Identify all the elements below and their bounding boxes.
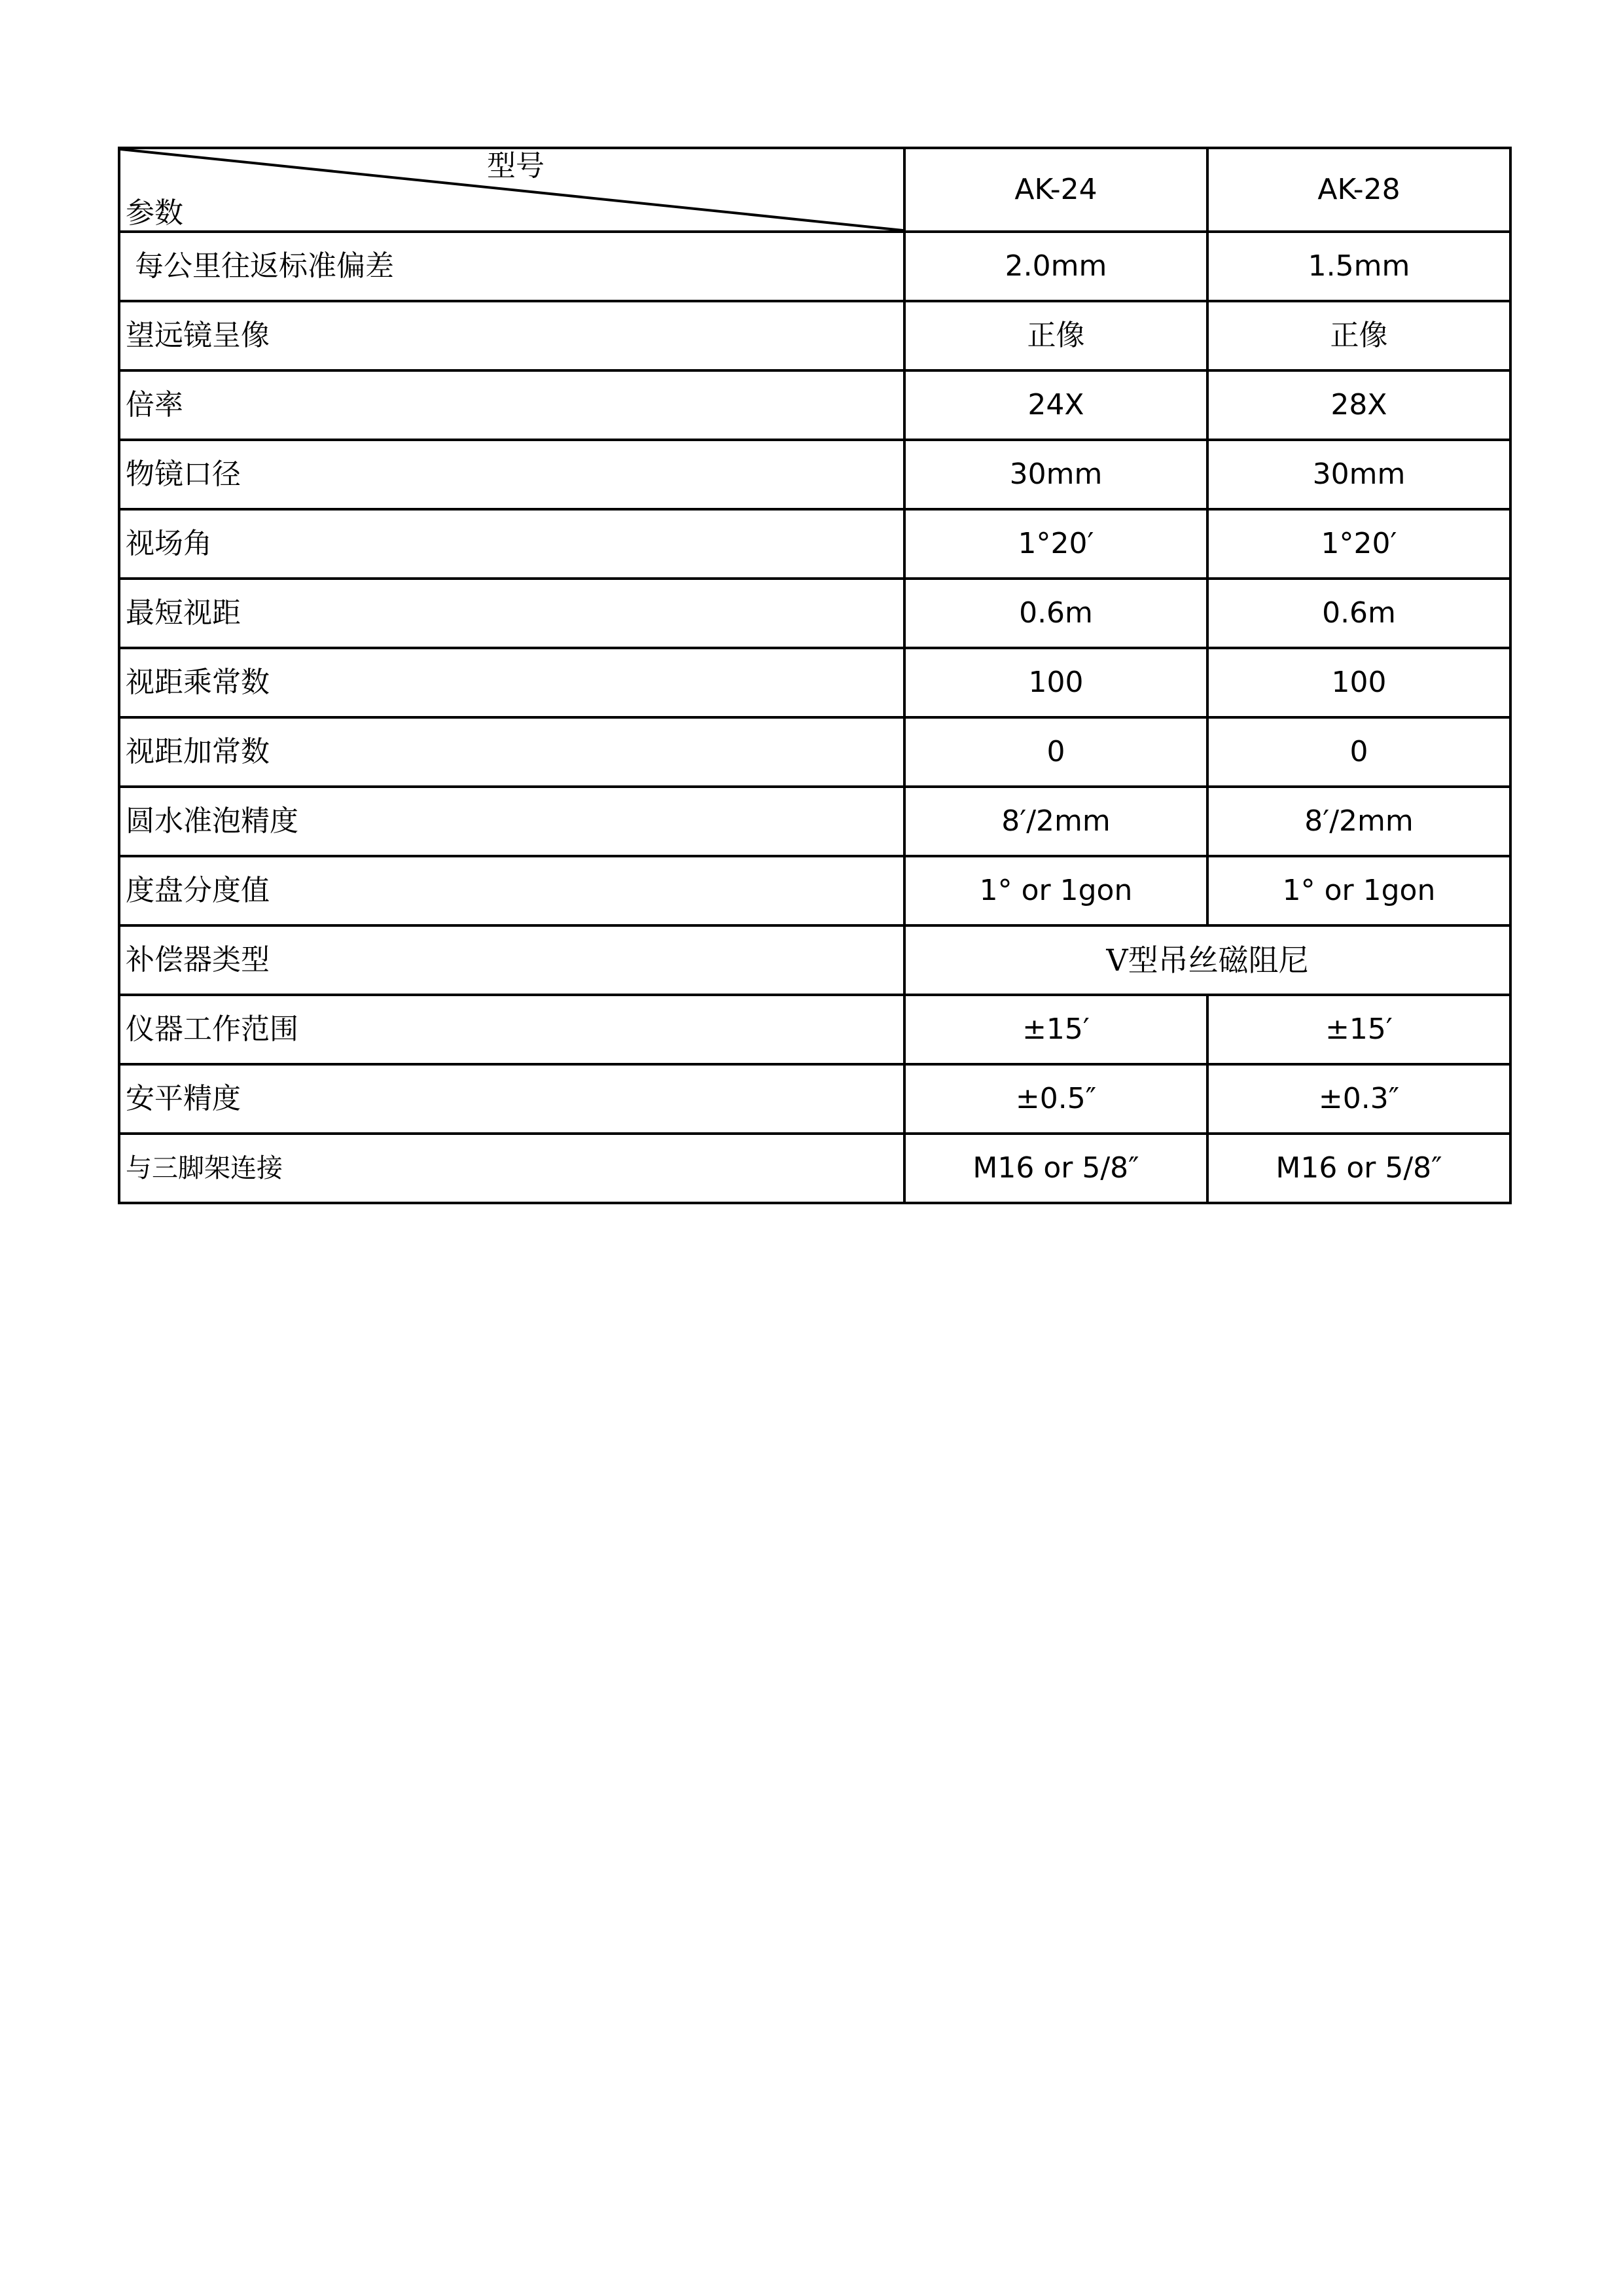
- table-row: [119, 232, 1510, 301]
- param-name: 补偿器类型: [119, 925, 904, 995]
- value-cell: ±0.5″: [904, 1064, 1207, 1134]
- table-row: [119, 370, 1510, 440]
- param-header-label: 参数: [126, 196, 183, 230]
- param-name: 物镜口径: [119, 440, 904, 509]
- table-row: [119, 1134, 1510, 1203]
- value-cell: 1°20′: [904, 509, 1207, 579]
- param-name: 视场角: [119, 509, 904, 579]
- value-cell: 28X: [1207, 370, 1510, 440]
- value-cell: ±15′: [1207, 995, 1510, 1064]
- value-cell: 100: [904, 648, 1207, 717]
- value-cell: ±15′: [904, 995, 1207, 1064]
- table-row: [119, 717, 1510, 787]
- value-cell: 24X: [904, 370, 1207, 440]
- param-name: 安平精度: [119, 1064, 904, 1134]
- value-cell: 0: [904, 717, 1207, 787]
- value-cell: 1°20′: [1207, 509, 1510, 579]
- model-header-label: 型号: [487, 149, 544, 183]
- param-name: 最短视距: [119, 579, 904, 648]
- table-row: [119, 787, 1510, 856]
- table-row: [119, 995, 1510, 1064]
- param-name: 每公里往返标准偏差: [119, 232, 904, 301]
- param-name: 望远镜呈像: [119, 301, 904, 370]
- value-cell: 8′/2mm: [904, 787, 1207, 856]
- value-cell: 8′/2mm: [1207, 787, 1510, 856]
- table-row: [119, 579, 1510, 648]
- value-cell: 2.0mm: [904, 232, 1207, 301]
- table-row: [119, 301, 1510, 370]
- value-cell: ±0.3″: [1207, 1064, 1510, 1134]
- param-name: 与三脚架连接: [119, 1134, 904, 1203]
- value-cell: M16 or 5/8″: [1207, 1134, 1510, 1203]
- merged-value-cell: V型吊丝磁阻尼: [904, 925, 1510, 995]
- param-name: 仪器工作范围: [119, 995, 904, 1064]
- value-cell: 0.6m: [904, 579, 1207, 648]
- param-name: 视距乘常数: [119, 648, 904, 717]
- value-cell: 1° or 1gon: [904, 856, 1207, 925]
- table-row: [119, 925, 1510, 995]
- value-cell: 30mm: [904, 440, 1207, 509]
- param-name: 圆水准泡精度: [119, 787, 904, 856]
- table-row: [119, 1064, 1510, 1134]
- value-cell: M16 or 5/8″: [904, 1134, 1207, 1203]
- value-cell: 1° or 1gon: [1207, 856, 1510, 925]
- table-row: [119, 440, 1510, 509]
- table-row: [119, 856, 1510, 925]
- param-name: 倍率: [119, 370, 904, 440]
- table-row: [119, 648, 1510, 717]
- diagonal-header-cell: [119, 148, 904, 232]
- value-cell: 正像: [904, 301, 1207, 370]
- value-cell: 0: [1207, 717, 1510, 787]
- param-name: 视距加常数: [119, 717, 904, 787]
- value-cell: 0.6m: [1207, 579, 1510, 648]
- table-row: [119, 509, 1510, 579]
- value-cell: 30mm: [1207, 440, 1510, 509]
- value-cell: 1.5mm: [1207, 232, 1510, 301]
- model-name-ak28: AK-28: [1207, 148, 1510, 232]
- value-cell: 正像: [1207, 301, 1510, 370]
- param-name: 度盘分度值: [119, 856, 904, 925]
- model-name-ak24: AK-24: [904, 148, 1207, 232]
- table-header-row: [119, 148, 1510, 232]
- spec-table: [118, 147, 1512, 1204]
- value-cell: 100: [1207, 648, 1510, 717]
